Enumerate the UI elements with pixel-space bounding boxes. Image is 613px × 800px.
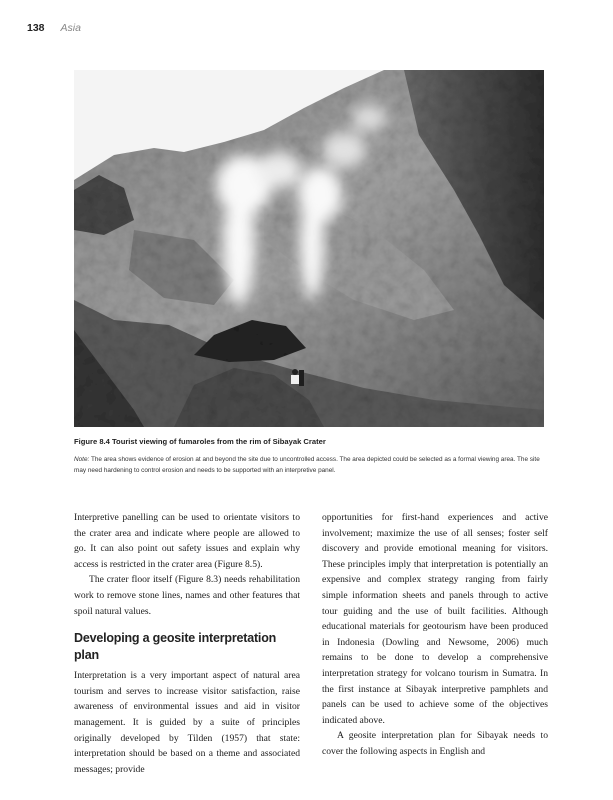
right-paragraph-1: opportunities for first-hand experiences and active involvement; maximize the use of all senses; foster self discovery and provide emotional meaning for visitors. These principles imply that interpretation is potentially an expensive and complex strategy ranging from fairly simple information sheets and panels through to active tour guiding and the use of built facilities. Although educational materials for geotourism have been produced in Indonesia (Dowling and Newsome, 2006) much remains to be done to develop a comprehensive interpretation strategy for volcano tourism in Sumatra. In the first instance at Sibayak interpretive pamphlets and panels can be used to achieve some of the objectives indicated above.: [322, 512, 548, 726]
figure-caption-note: [74, 454, 544, 476]
section-name: Asia: [60, 22, 81, 34]
page-number: 138: [27, 22, 45, 34]
section-heading: Developing a geosite interpretation plan: [74, 631, 277, 663]
note-text: The area shows evidence of erosion at and beyond the site due to uncontrolled access. The area depicted could be selected as a formal viewing area. The site may need hardening to control erosion and needs to be supported with an interpretive panel.: [74, 456, 540, 474]
tourist-figure: [291, 369, 304, 386]
crater-photo: [74, 70, 544, 427]
right-column: [322, 510, 548, 760]
left-column: [74, 510, 300, 777]
left-paragraph-2: The crater floor itself (Figure 8.3) needs rehabilitation work to remove stone lines, names and other features that spoil natural values.: [74, 574, 300, 617]
left-paragraph-3: Interpretation is a very important aspect of natural area tourism and serves to increase visitor satisfaction, raise awareness of environmental issues and aid in visitor management. It is guided by a suite of principles originally developed by Tilden (1957) that state: interpretation should be based on a theme and associated messages; provide: [74, 670, 300, 775]
note-label: Note:: [74, 456, 90, 463]
crater-photo-drawing: [74, 70, 544, 427]
right-paragraph-2: A geosite interpretation plan for Sibayak needs to cover the following aspects in English and: [322, 730, 548, 757]
figure-caption-title: Figure 8.4 Tourist viewing of fumaroles from the rim of Sibayak Crater: [74, 437, 326, 446]
left-paragraph-1: Interpretive panelling can be used to orientate visitors to the crater area and indicate where people are allowed to go. It can also point out safety issues and explain why access is restricted in the crater area (Figure 8.5).: [74, 512, 300, 570]
running-head: [27, 22, 81, 36]
